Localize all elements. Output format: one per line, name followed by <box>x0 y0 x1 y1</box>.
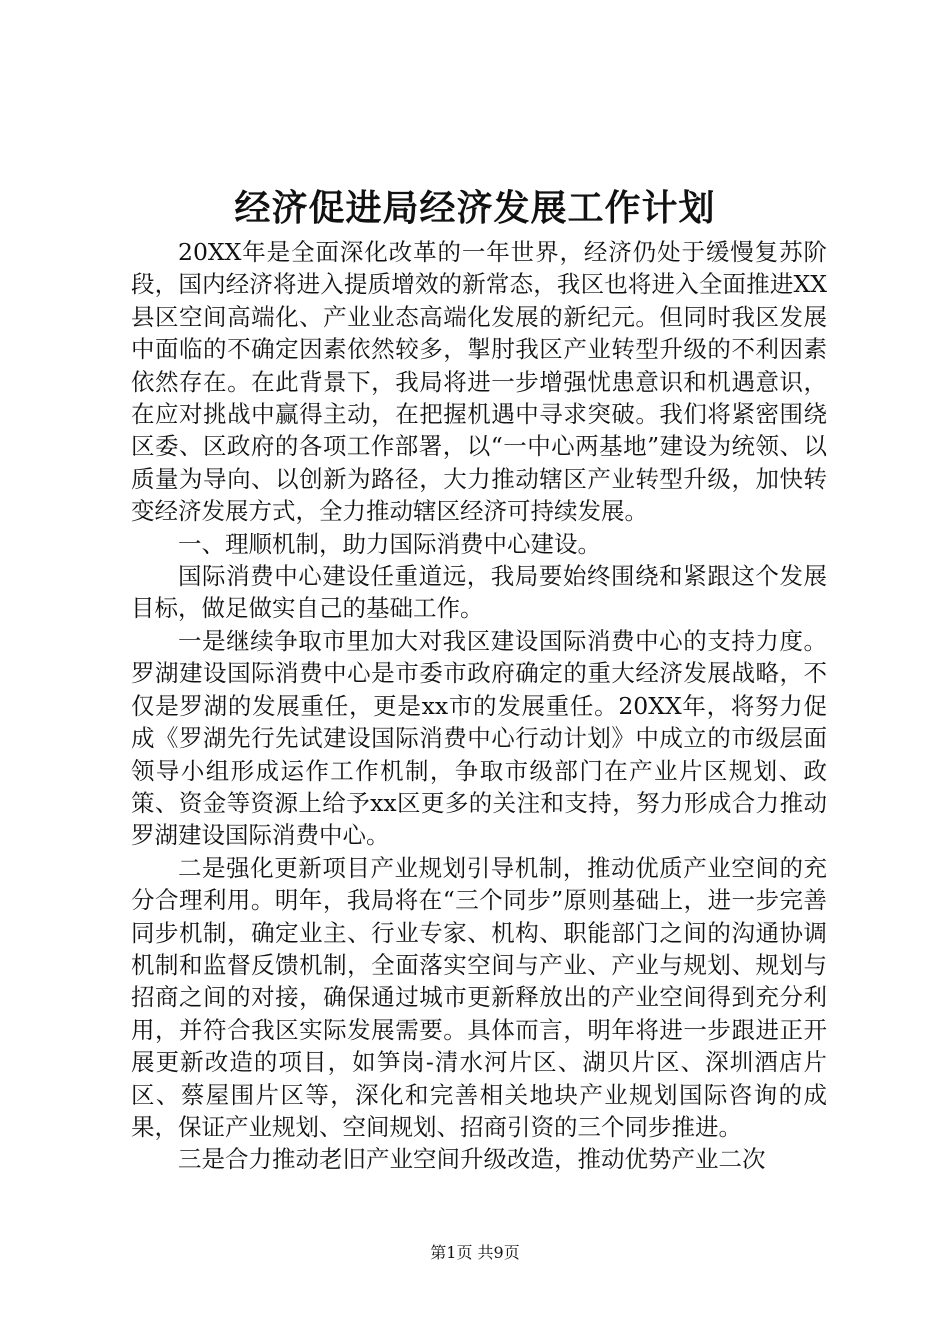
document-title: 经济促进局经济发展工作计划 <box>234 187 716 229</box>
paragraph-point-3: 三是合力推动老旧产业空间升级改造，推动优势产业二次 <box>178 1145 766 1174</box>
paragraph-intro: 20XX年是全面深化改革的一年世界，经济仍处于缓慢复苏阶段，国内经济将进入提质增效的新常态，我区也将进入全面推进XX县区空间高端化、产业业态高端化发展的新纪元。但同时我区发展中面临的不确定因素依然较多，掣肘我区产业转型升级的不利因素依然存在。在此背景下，我局将进一步增强忧患意识和机遇意识，在应对挑战中赢得主动，在把握机遇中寻求突破。我们将紧密围绕区委、区政府的各项工作部署，以“一中心两基地”建设为统领、以质量为导向、以创新为路径，大力推动辖区产业转型升级，加快转变经济发展方式，全力推动辖区经济可持续发展。 <box>131 238 827 526</box>
paragraph-section-1-intro: 国际消费中心建设任重道远，我局要始终围绕和紧跟这个发展目标，做足做实自己的基础工作。 <box>131 562 827 623</box>
paragraph-point-1: 一是继续争取市里加大对我区建设国际消费中心的支持力度。罗湖建设国际消费中心是市委市政府确定的重大经济发展战略，不仅是罗湖的发展重任，更是xx市的发展重任。20XX年，将努力促成《罗湖先行先试建设国际消费中心行动计划》中成立的市级层面领导小组形成运作工作机制，争取市级部门在产业片区规划、政策、资金等资源上给予xx区更多的关注和支持，努力形成合力推动罗湖建设国际消费中心。 <box>131 626 827 850</box>
document-body <box>131 236 827 1176</box>
section-heading-1: 一、理顺机制，助力国际消费中心建设。 <box>178 529 601 558</box>
paragraph-point-2: 二是强化更新项目产业规划引导机制，推动优质产业空间的充分合理利用。明年，我局将在“三个同步”原则基础上，进一步完善同步机制，确定业主、行业专家、机构、职能部门之间的沟通协调机制和监督反馈机制，全面落实空间与产业、产业与规划、规划与招商之间的对接，确保通过城市更新释放出的产业空间得到充分利用，并符合我区实际发展需要。具体而言，明年将进一步跟进正开展更新改造的项目，如笋岗-清水河片区、湖贝片区、深圳酒店片区、蔡屋围片区等，深化和完善相关地块产业规划国际咨询的成果，保证产业规划、空间规划、招商引资的三个同步推进。 <box>131 853 827 1141</box>
page-footer: 第1页 共9页 <box>430 1243 520 1262</box>
